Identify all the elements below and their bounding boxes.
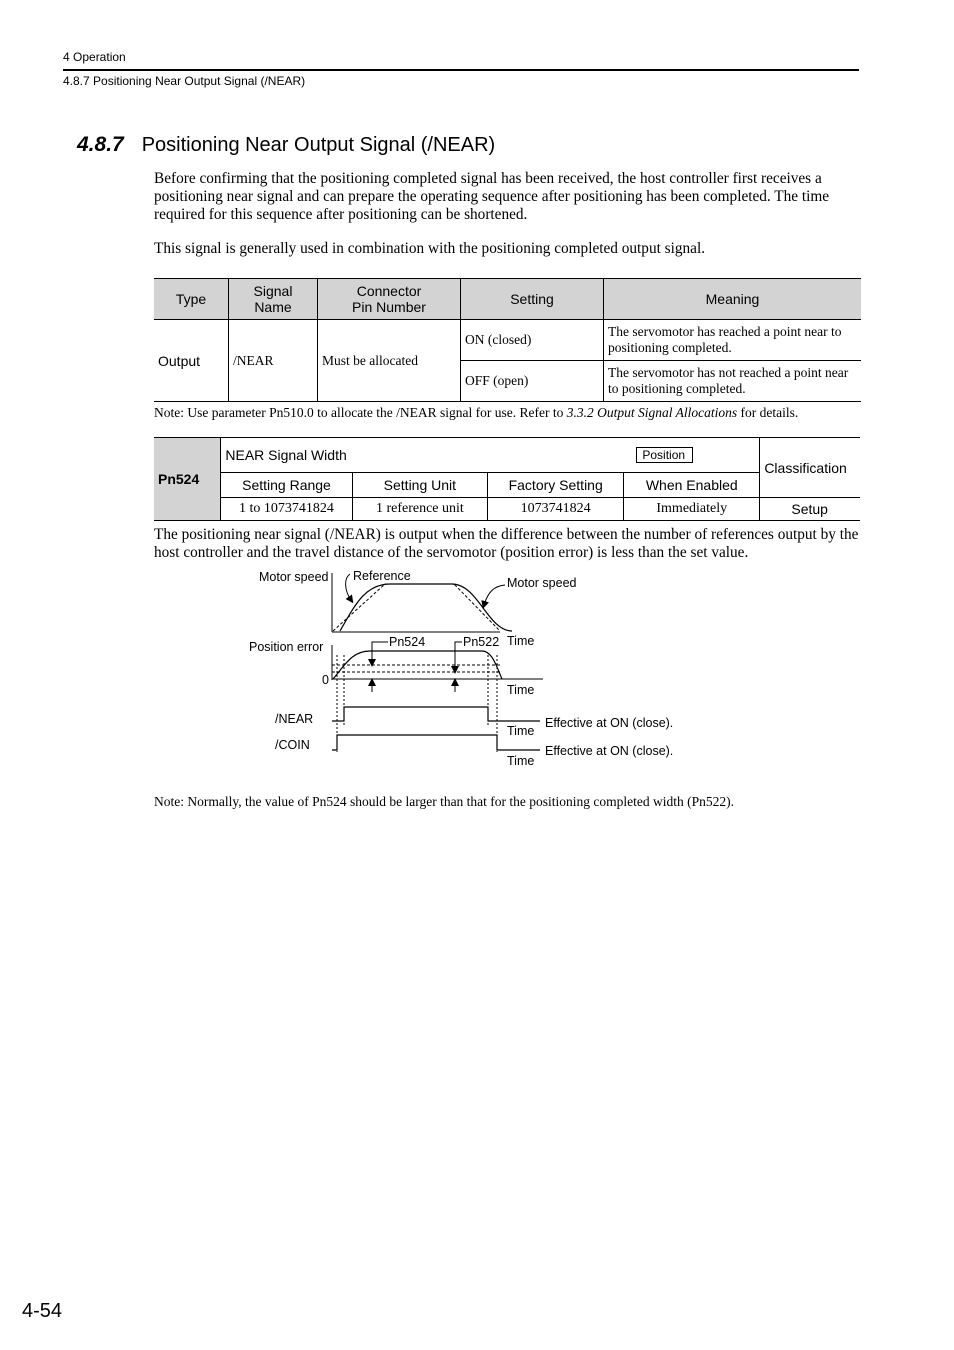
near-effective-label: Effective at ON (close). — [545, 716, 674, 730]
time-label-near: Time — [507, 724, 535, 738]
time-label-speed: Time — [507, 634, 535, 648]
pn522-label: Pn522 — [463, 635, 500, 649]
note-allocation: Note: Use parameter Pn510.0 to allocate the /NEAR signal for use. Refer to 3.3.2 Output Signal Allocations for details. — [154, 405, 799, 420]
motor-speed-axis-label: Motor speed — [259, 570, 329, 584]
header-setting-range: Setting Range — [221, 473, 352, 498]
header-when-enabled: When Enabled — [624, 473, 760, 498]
reference-label: Reference — [353, 569, 411, 583]
cell-meaning-off: The servomotor has not reached a point near to positioning completed. — [604, 361, 862, 402]
position-error-axis-label: Position error — [249, 640, 324, 654]
pn524-label: Pn524 — [389, 635, 426, 649]
value-when-enabled: Immediately — [624, 498, 760, 521]
coin-signal-label: /COIN — [275, 738, 310, 752]
position-badge: Position — [636, 447, 693, 463]
header-setting-unit: Setting Unit — [352, 473, 488, 498]
param-name: NEAR Signal Width — [225, 447, 347, 463]
time-label-coin: Time — [507, 754, 535, 768]
cell-meaning-on: The servomotor has reached a point near to positioning completed. — [604, 320, 862, 361]
motor-speed-curve — [340, 584, 512, 631]
motor-speed-pointer — [484, 585, 505, 605]
note-reference-link: 3.3.2 Output Signal Allocations — [566, 405, 738, 420]
header-factory-setting: Factory Setting — [488, 473, 624, 498]
cell-signal: /NEAR — [229, 320, 318, 402]
cell-setting-on: ON (closed) — [461, 320, 604, 361]
col-meaning: Meaning — [604, 279, 862, 320]
col-type: Type — [154, 279, 229, 320]
near-waveform — [332, 707, 540, 721]
col-connector: Connector Pin Number — [318, 279, 461, 320]
motor-speed-curve-label: Motor speed — [507, 576, 577, 590]
section-title: Positioning Near Output Signal (/NEAR) — [141, 134, 496, 156]
classification-label: Classification — [760, 438, 860, 498]
cell-type: Output — [154, 320, 229, 402]
running-header-section: 4.8.7 Positioning Near Output Signal (/NEAR) — [63, 74, 306, 88]
coin-effective-label: Effective at ON (close). — [545, 744, 674, 758]
intro-paragraph: Before confirming that the positioning completed signal has been received, the host controller first receives a positioning near signal and can prepare the operating sequence after positioning has been completed. The time required for this sequence after positioning can be shortened. — [154, 170, 830, 223]
combination-paragraph: This signal is generally used in combination with the positioning completed output signal. — [154, 240, 706, 257]
value-setting-unit: 1 reference unit — [352, 498, 488, 521]
param-number: Pn524 — [154, 438, 221, 521]
reference-pointer — [346, 574, 351, 600]
section-number: 4.8.7 — [77, 133, 124, 156]
cell-setting-off: OFF (open) — [461, 361, 604, 402]
pn522-arrow-down — [455, 642, 462, 670]
col-signal-name: Signal Name — [229, 279, 318, 320]
value-setting-range: 1 to 1073741824 — [221, 498, 352, 521]
running-header-chapter: 4 Operation — [63, 50, 126, 64]
cell-connector: Must be allocated — [318, 320, 461, 402]
page-number: 4-54 — [22, 1300, 63, 1322]
near-signal-label: /NEAR — [275, 712, 314, 726]
explanation-paragraph: The positioning near signal (/NEAR) is output when the difference between the number of references output by the host controller and the travel distance of the servomotor (position error) is less than the set value. — [154, 526, 859, 561]
pn524-arrow-down — [372, 642, 388, 663]
col-setting: Setting — [461, 279, 604, 320]
value-classification: Setup — [760, 498, 860, 521]
note-pn524: Note: Normally, the value of Pn524 should be larger than that for the positioning completed width (Pn522). — [154, 794, 735, 809]
time-label-error: Time — [507, 683, 535, 697]
value-factory-setting: 1073741824 — [488, 498, 624, 521]
zero-label: 0 — [322, 673, 329, 687]
reference-curve — [333, 584, 500, 631]
